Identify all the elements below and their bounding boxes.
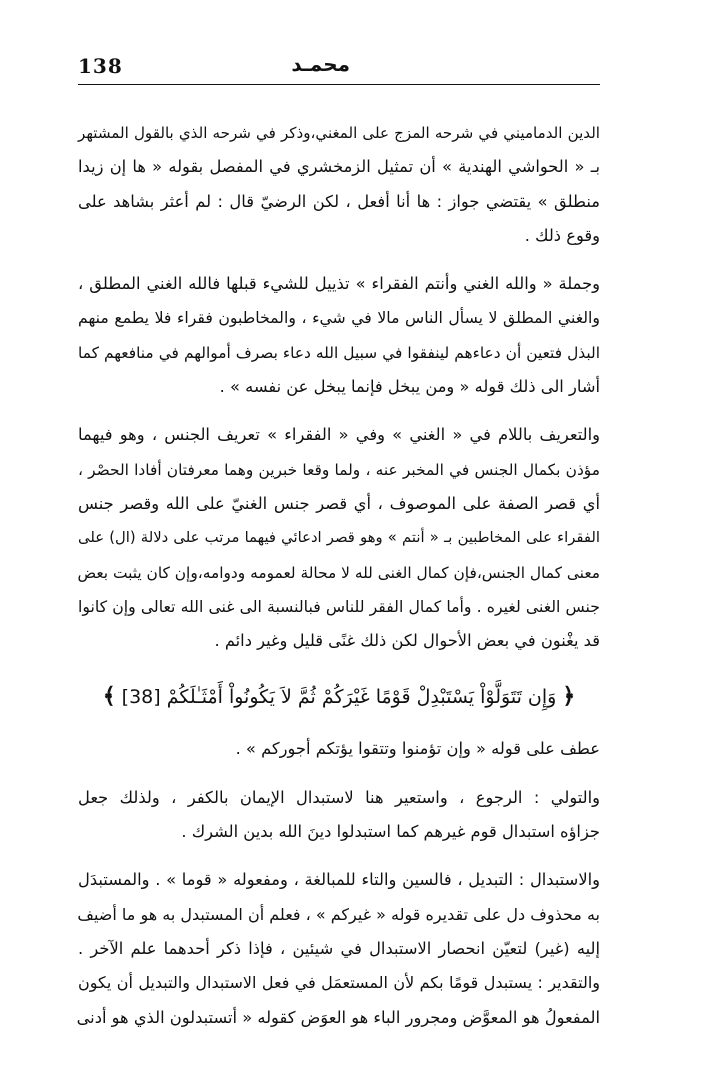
- text-line: عطف على قوله « وإن تؤمنوا وتتقوا يؤتكم أجوركم » .: [235, 739, 600, 759]
- text-line: والتقدير : يستبدل قومًا بكم لأن المستعمَل في فعل الاستبدال والتبديل أن يكون: [78, 973, 600, 993]
- page-body: [78, 116, 600, 1049]
- paragraph: [78, 781, 600, 850]
- text-line: والغني المطلق لا يسأل الناس مالا في شيء ، والمخاطبون فقراء فلا يطمع منهم: [78, 308, 600, 328]
- text-line: مؤذن بكمال الجنس في المخبر عنه ، ولما وقعا خبرين وهما معرفتان أفادا الحصْر ،: [78, 460, 600, 479]
- text-line: به محذوف دل على تقديره قوله « غيركم » ، فعلم أن المستبدل به هو ما أضيف: [77, 904, 600, 924]
- verse-close-bracket: ﴾: [102, 684, 116, 710]
- paragraph: [78, 116, 600, 253]
- verse-text: وَإِن تَتَوَلَّوْاْ يَسْتَبْدِلْ قَوْمًا غَيْرَكُمْ ثُمَّ لاَ يَكُونُواْ أَمْثَـٰلَكُمْ: [166, 686, 557, 709]
- text-line: والتولي : الرجوع ، واستعير هنا لاستبدال الإيمان بالكفر ، ولذلك جعل: [78, 787, 600, 807]
- text-line: بـ « الحواشي الهندية » أن تمثيل الزمخشري في المفصل بقوله « ها إن زيدا: [78, 157, 600, 177]
- paragraph: [78, 732, 600, 766]
- page-header: [78, 52, 600, 85]
- running-title: محمـد: [291, 52, 350, 76]
- text-line: الفقراء على المخاطبين بـ « أنتم » وهو قصر ادعائي فيهما مرتب على دلالة (ال) على: [78, 529, 600, 547]
- text-line: المفعولُ هو المعوَّض ومجرور الباء هو العوَض كقوله « أتستبدلون الذي هو أدنى: [76, 1007, 600, 1027]
- page-number: 138: [78, 54, 123, 78]
- verse-open-bracket: ﴿: [562, 684, 576, 710]
- text-line: والتعريف باللام في « الغني » وفي « الفقراء » تعريف الجنس ، وهو فيهما: [78, 425, 600, 445]
- text-line: معنى كمال الجنس،فإن كمال الغنى لله لا محالة لعمومه ودوامه،وإن كان يثبت بعض: [77, 563, 600, 582]
- text-line: الدين الدماميني في شرحه المزج على المغني،وذكر في شرحه الذي بالقول المشتهر: [78, 124, 600, 142]
- text-line: قد يغْنون في بعض الأحوال لكن ذلك غنًى قليل وغير دائم .: [214, 631, 600, 651]
- text-line: وجملة « والله الغني وأنتم الفقراء » تذييل للشيء قبلها فالله الغني المطلق ،: [78, 274, 600, 294]
- paragraph: [78, 863, 600, 1034]
- paragraph: [78, 418, 600, 658]
- text-line: إليه (غير) لتعيّن انحصار الاستبدال في شيئين ، فإذا ذكر أحدهما علم الآخر .: [78, 938, 600, 958]
- paragraph: [78, 267, 600, 404]
- quran-verse: [78, 674, 600, 720]
- text-line: أي قصر الصفة على الموصوف ، أي قصر جنس الغنيّ على الله وقصر جنس: [78, 493, 600, 513]
- verse-number: [38]: [121, 686, 161, 709]
- text-line: جزاؤه استبدال قوم غيرهم كما استبدلوا دينَ الله بدين الشرك .: [181, 822, 600, 842]
- text-line: منطلق » يقتضي جواز : ها أنا أفعل ، لكن الرضيّ قال : لم أعثر بشاهد على: [78, 191, 600, 211]
- text-line: وقوع ذلك .: [524, 225, 600, 245]
- text-line: البذل فتعين أن دعاءهم لينفقوا في سبيل الله دعاء بصرف أموالهم في منافعهم كما: [78, 343, 600, 362]
- text-line: أشار الى ذلك قوله « ومن يبخل فإنما يبخل عن نفسه » .: [219, 377, 600, 397]
- text-line: جنس الغنى لغيره . وأما كمال الفقر للناس فبالنسبة الى غنى الله تعالى وإن كانوا: [78, 596, 600, 616]
- text-line: والاستبدال : التبديل ، فالسين والتاء للمبالغة ، ومفعوله « قوما » . والمستبدَل: [78, 870, 600, 890]
